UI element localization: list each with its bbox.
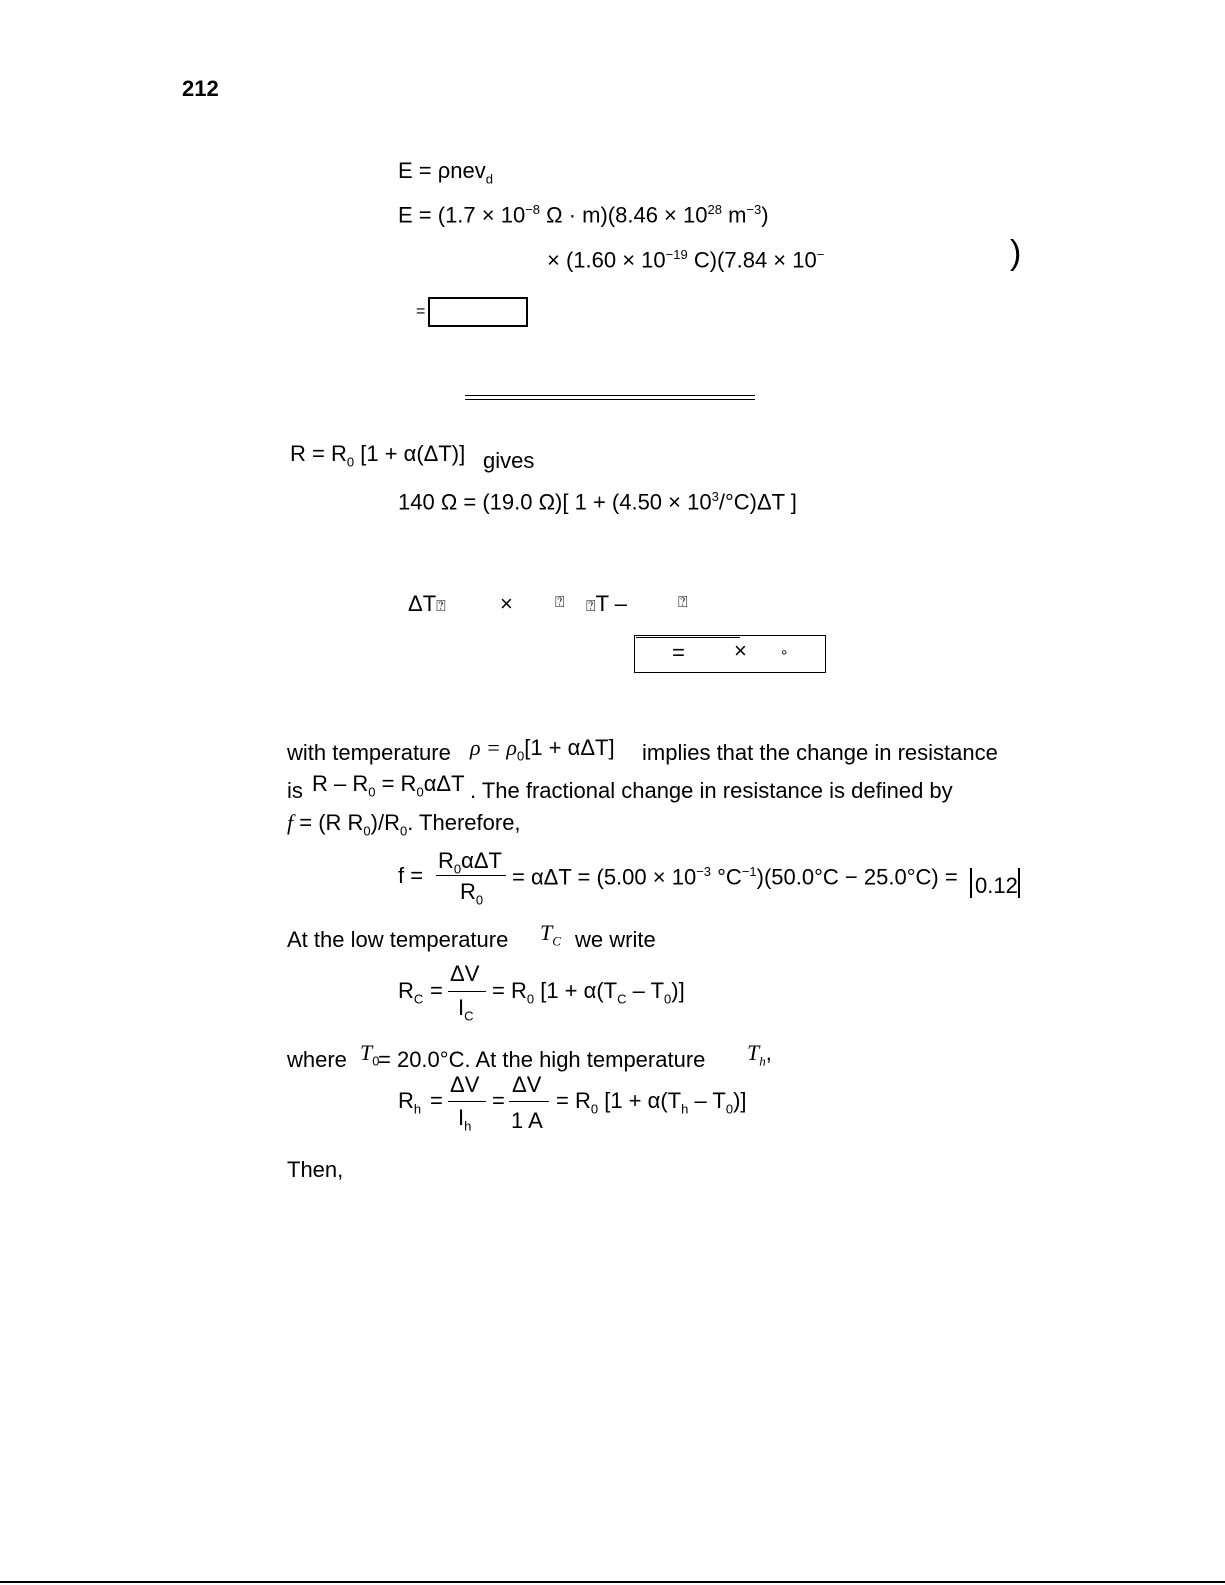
missing-glyph: ⍰ — [586, 598, 596, 615]
text-line: with temperature — [287, 740, 451, 765]
equation-text: ) — [761, 202, 769, 228]
equation-text: I — [458, 995, 465, 1020]
equation-text: = R — [492, 978, 527, 1003]
equation-text: R — [398, 978, 414, 1003]
equation-text: T — [540, 920, 553, 945]
inline-equation — [312, 773, 465, 798]
fraction-bar — [448, 991, 486, 992]
equation-text: [1 + αΔT] — [524, 735, 615, 760]
text-line: At the low temperature — [287, 927, 509, 952]
missing-glyph: ⍰ — [436, 598, 446, 615]
equation-text: Ω · m)(8.46 × 10 — [540, 202, 708, 228]
variable-f: f — [287, 810, 294, 835]
equation-text: f = — [398, 863, 424, 888]
fraction-denominator — [460, 881, 483, 906]
subscript: 0 — [399, 823, 408, 839]
equation-text: 140 Ω = (19.0 Ω)[ 1 + (4.50 × 10 — [398, 489, 712, 515]
subscript: 0 — [363, 823, 371, 839]
subscript: 0 — [372, 1053, 380, 1069]
text-line: Then, — [287, 1157, 344, 1182]
superscript: −19 — [665, 247, 688, 262]
missing-glyph: ⍰ — [555, 594, 565, 611]
fraction-bar — [436, 875, 506, 876]
subscript: C — [413, 991, 424, 1007]
equation-text: αΔT — [461, 848, 502, 873]
equation-text: m — [721, 202, 747, 228]
box-degree: ° — [781, 648, 788, 665]
superscript: −3 — [696, 864, 712, 879]
superscript: − — [816, 247, 825, 262]
subscript: 0 — [516, 748, 525, 764]
times-sign: × — [500, 591, 513, 616]
subscript: 0 — [416, 784, 424, 800]
superscript: −3 — [746, 202, 762, 217]
equation-line-delta-t — [408, 593, 446, 615]
equals-sign: = — [416, 303, 426, 320]
equation-text: × (1.60 × 10 — [547, 247, 666, 273]
text-line: = 20.0°C. At the high temperature — [378, 1047, 706, 1072]
equation-text: T — [360, 1040, 373, 1065]
fraction-numerator — [438, 850, 502, 875]
equation-line — [547, 248, 824, 271]
equation-line — [492, 980, 685, 1005]
equation-text: )(50.0°C − 25.0°C) = — [756, 864, 958, 890]
fraction-denominator — [458, 997, 474, 1022]
equation-text: T — [747, 1040, 760, 1065]
subscript: 0 — [368, 784, 376, 800]
subscript: C — [552, 933, 561, 949]
equation-text — [586, 593, 627, 615]
subscript: h — [759, 1053, 766, 1069]
text-line: is — [287, 778, 303, 803]
subscript: h — [413, 1101, 422, 1117]
equation-text: [1 + α(ΔT)] — [354, 441, 466, 466]
equation-text: R – R — [312, 771, 369, 796]
equation-text: E = ρnev — [398, 158, 486, 183]
divider-line — [465, 395, 755, 396]
subscript: 0 — [590, 1101, 599, 1117]
equation-text: )] — [733, 1088, 747, 1113]
equation-text: R — [398, 1088, 414, 1113]
equation-text — [398, 980, 423, 1005]
fraction-numerator: ΔV — [512, 1072, 542, 1097]
equation-text: – T — [626, 978, 665, 1003]
inline-variable — [360, 1042, 379, 1067]
inline-variable — [540, 922, 561, 947]
fraction-denominator: 1 A — [511, 1108, 543, 1133]
equation-text: T – — [595, 591, 627, 616]
missing-glyph: ⍰ — [678, 594, 688, 611]
subscript: 0 — [475, 892, 484, 908]
box-inner-rule — [636, 637, 740, 638]
equals-sign: = — [430, 1088, 443, 1113]
equation-text: )/R — [370, 810, 400, 835]
closing-paren: ) — [1010, 234, 1022, 272]
equation-line — [398, 490, 797, 513]
equals-sign: = — [430, 978, 443, 1003]
equation-text: ΔT — [408, 591, 437, 616]
subscript: C — [617, 991, 627, 1007]
subscript: h — [681, 1101, 689, 1117]
equals-sign: = — [492, 1088, 505, 1113]
equation-text: [1 + α(T — [598, 1088, 682, 1113]
subscript: d — [485, 171, 493, 187]
subscript: C — [464, 1008, 474, 1024]
inline-equation — [470, 737, 615, 762]
superscript: 3 — [711, 489, 719, 504]
equation-text: = R — [556, 1088, 591, 1113]
subscript: 0 — [664, 991, 672, 1007]
subscript: 0 — [346, 454, 355, 470]
text-line: where — [287, 1047, 347, 1072]
equation-line — [398, 203, 769, 226]
equation-text: [1 + α(T — [534, 978, 618, 1003]
equation-text: E = (1.7 × 10 — [398, 202, 526, 228]
equation-text: I — [458, 1105, 465, 1130]
equation-text: /°C)ΔT ] — [718, 489, 797, 515]
equation-text: R = R — [290, 441, 347, 466]
box-equals: = — [672, 640, 685, 665]
page-number: 212 — [182, 76, 219, 101]
text-line: implies that the change in resistance — [642, 740, 998, 765]
equation-text: = R — [375, 771, 417, 796]
equation-line — [290, 443, 465, 468]
superscript: −1 — [741, 864, 757, 879]
text-gives: gives — [483, 448, 535, 473]
text-line: we write — [575, 927, 656, 952]
divider-line — [465, 399, 755, 400]
equation-text: = αΔT = (5.00 × 10 — [512, 864, 697, 890]
equation-text: . Therefore, — [407, 810, 521, 835]
inline-variable — [747, 1042, 772, 1067]
text-line: . The fractional change in resistance is defined by — [470, 778, 953, 803]
equation-text: αΔT — [423, 771, 465, 796]
equation-text: – T — [688, 1088, 726, 1113]
fraction-numerator: ΔV — [450, 961, 480, 986]
equation-text: ρ = ρ — [470, 735, 517, 760]
superscript: 28 — [707, 202, 722, 217]
equation-text: R — [438, 848, 454, 873]
fraction-bar — [448, 1101, 486, 1102]
text-line — [287, 812, 521, 837]
equation-text: = (R R — [293, 810, 364, 835]
equation-text: )] — [671, 978, 685, 1003]
equation-line — [398, 160, 493, 185]
fraction-bar — [509, 1101, 549, 1102]
answer-box — [634, 635, 826, 673]
equation-text: °C — [711, 864, 742, 890]
equation-text: C)(7.84 × 10 — [687, 247, 817, 273]
subscript: 0 — [526, 991, 535, 1007]
equation-text: R — [460, 879, 476, 904]
answer-box-empty — [428, 297, 528, 327]
fraction-denominator — [458, 1107, 471, 1132]
subscript: 0 — [453, 861, 462, 877]
subscript: 0 — [725, 1101, 734, 1117]
answer-value: 0.12 — [975, 873, 1018, 898]
fraction-numerator: ΔV — [450, 1072, 480, 1097]
equation-line — [512, 865, 958, 888]
equation-line — [556, 1090, 747, 1115]
equation-text — [398, 1090, 421, 1115]
equation-text: , — [765, 1040, 772, 1065]
subscript: h — [464, 1118, 472, 1134]
superscript: −8 — [525, 202, 541, 217]
page-bottom-border — [0, 1581, 1225, 1583]
box-times: × — [734, 638, 747, 663]
